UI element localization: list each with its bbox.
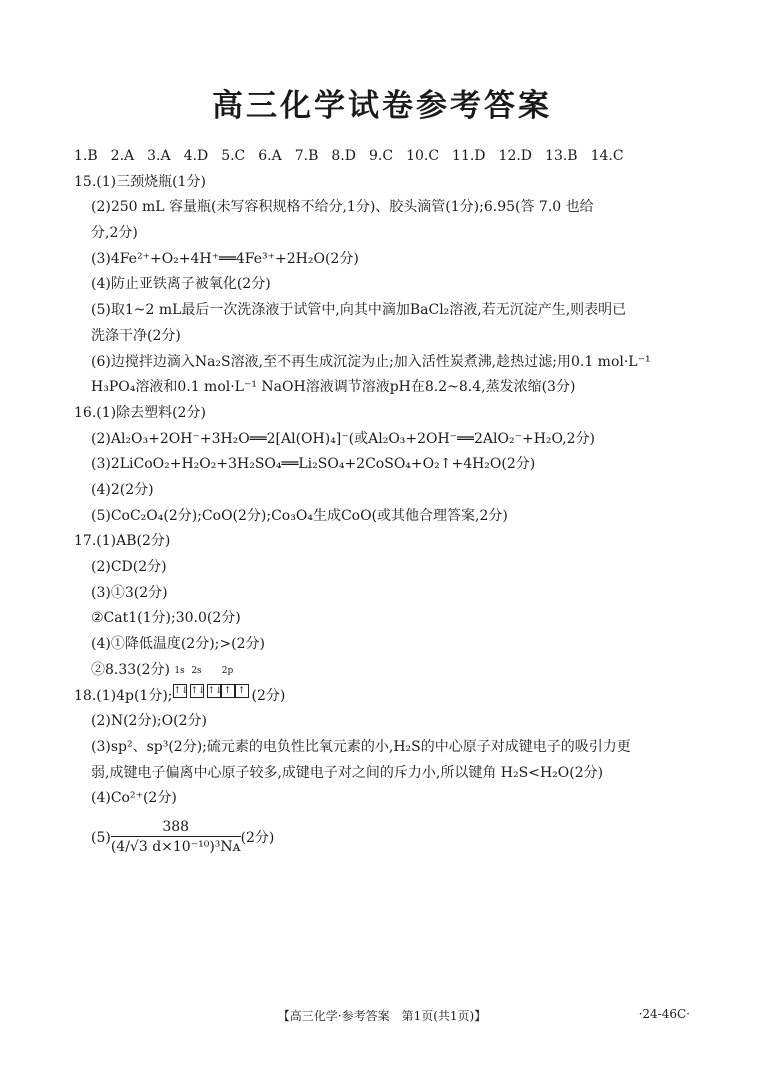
orbital-label: 2p <box>221 666 234 677</box>
answer-line: (4)2(2分) <box>91 481 154 498</box>
answer-line: ②Cat1(1分);30.0(2分) <box>91 610 241 627</box>
mcq-answer: 6.A <box>258 148 282 164</box>
orbital-group <box>190 666 206 705</box>
answer-line: (5)CoC₂O₄(2分);CoO(2分);Co₃O₄生成CoO(或其他合理答案,2分) <box>91 507 508 524</box>
orbital-label: 1s <box>174 666 185 677</box>
mcq-answer: 8.D <box>331 148 356 164</box>
mcq-answer: 2.A <box>110 148 135 164</box>
orbital-group <box>173 666 189 705</box>
orbital-box: ↑↓ <box>173 686 189 697</box>
answer-lines <box>74 170 704 684</box>
mcq-answer: 7.B <box>294 148 319 164</box>
answer-line: (3)2LiCoO₂+H₂O₂+3H₂SO₄══Li₂SO₄+2CoSO₄+O₂↑+4H₂O(2分) <box>91 456 536 473</box>
answer-line: (5)取1~2 mL最后一次洗涤液于试管中,向其中滴加BaCl₂溶液,若无沉淀产生,则表明已 <box>91 302 627 319</box>
q18-part5-prefix: (5) <box>91 829 111 846</box>
answer-line: ②8.33(2分) <box>91 661 171 678</box>
mcq-answer: 9.C <box>368 148 394 164</box>
answer-line: 弱,成键电子偏离中心原子较多,成键电子对之间的斥力小,所以键角 H₂S<H₂O(2分) <box>91 764 604 781</box>
orbital-box: ↑↓ <box>190 686 206 697</box>
answer-line: 分,2分) <box>91 225 138 242</box>
answer-line: (6)边搅拌边滴入Na₂S溶液,至不再生成沉淀为止;加入活性炭煮沸,趁热过滤;用0.1 mol·L⁻¹ <box>91 353 651 370</box>
answer-line: (3)4Fe²⁺+O₂+4H⁺══4Fe³⁺+2H₂O(2分) <box>91 250 359 267</box>
answer-line: (2)250 mL 容量瓶(未写容积规格不给分,1分)、胶头滴管(1分);6.95(答 7.0 也给 <box>91 199 594 216</box>
answer-line: 15.(1)三颈烧瓶(1分) <box>74 173 206 190</box>
mcq-answer: 10.C <box>406 148 440 164</box>
answer-line: 16.(1)除去塑料(2分) <box>74 404 206 421</box>
mcq-answer: 1.B <box>74 148 98 164</box>
mcq-answer: 5.C <box>221 148 246 164</box>
answer-line: (2)N(2分);O(2分) <box>91 713 207 730</box>
q18-part5 <box>74 812 704 864</box>
q18-suffix: (2分) <box>251 688 286 705</box>
q18-prefix: 18.(1)4p(1分); <box>74 688 173 705</box>
footer-center: 【高三化学·参考答案 第1页(共1页)】 <box>277 1009 487 1023</box>
mcq-answer: 4.D <box>183 148 209 164</box>
answer-line: 17.(1)AB(2分) <box>74 533 171 550</box>
answer-line: (4)①降低温度(2分);>(2分) <box>91 636 265 653</box>
orbital-box: ↑ <box>221 684 235 698</box>
orbital-box: ↑↓ <box>207 686 223 697</box>
answer-line: (4)防止亚铁离子被氧化(2分) <box>91 276 271 293</box>
mcq-answer: 3.A <box>147 148 171 164</box>
page-title: 高三化学试卷参考答案 <box>212 88 552 124</box>
answer-line: (3)①3(2分) <box>91 584 168 601</box>
density-formula <box>111 818 241 857</box>
answer-line: H₃PO₄溶液和0.1 mol·L⁻¹ NaOH溶液调节溶液pH在8.2~8.4,蒸发浓缩(3分) <box>91 379 576 396</box>
answer-content <box>74 144 704 864</box>
mcq-answer: 12.D <box>498 148 533 164</box>
answer-line: 洗涤干净(2分) <box>91 327 181 344</box>
footer-code: ·24-46C· <box>638 1007 690 1021</box>
formula-denominator: (4/√3 d×10⁻¹⁰)³Nᴀ <box>110 839 241 856</box>
mcq-answer: 13.B <box>545 148 578 164</box>
q18-part5-score: (2分) <box>240 829 275 846</box>
orbital-label: 2s <box>191 666 202 677</box>
answer-line: (3)sp²、sp³(2分);硫元素的电负性比氧元素的小,H₂S的中心原子对成键电子的吸引力更 <box>91 738 631 755</box>
formula-numerator: 388 <box>111 818 241 837</box>
mcq-answer: 14.C <box>590 148 624 164</box>
orbital-group <box>207 666 249 705</box>
mcq-answers-line <box>74 144 704 170</box>
answer-line: (2)Al₂O₃+2OH⁻+3H₂O══2[Al(OH)₄]⁻(或Al₂O₃+2OH⁻══2AlO₂⁻+H₂O,2分) <box>91 430 595 447</box>
answer-line: (2)CD(2分) <box>91 559 167 575</box>
orbital-box: ↑ <box>235 684 249 698</box>
q18-lines <box>74 709 704 812</box>
answer-line: (4)Co²⁺(2分) <box>91 790 177 807</box>
mcq-answer: 11.D <box>452 148 486 164</box>
